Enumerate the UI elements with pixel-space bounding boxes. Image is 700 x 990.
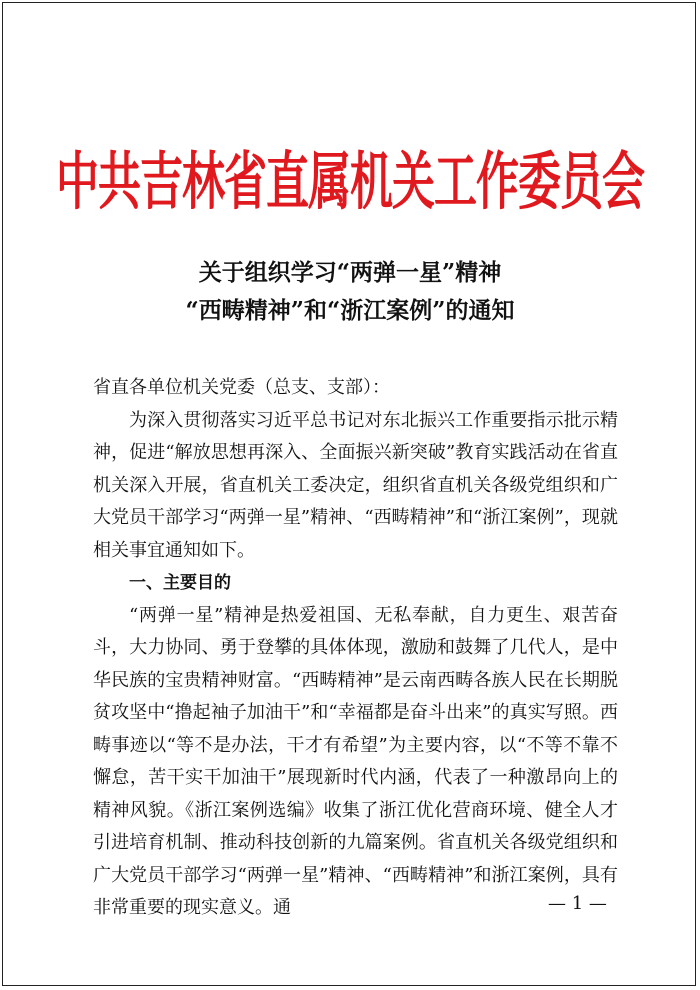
issuer-header: 中共吉林省直属机关工作委员会 xyxy=(56,146,644,220)
salutation: 省直各单位机关党委（总支、支部）： xyxy=(93,377,390,398)
document-title-line-1: 关于组织学习“两弹一星”精神 xyxy=(198,259,502,286)
document-title-line-2: “西畴精神”和“浙江案例”的通知 xyxy=(185,297,515,324)
paragraph: “两弹一星”精神是热爱祖国、无私奉献，自力更生、艰苦奋斗，大力协同、勇于登攀的具体体现，激励和鼓舞了几代人，是中华民族的宝贵精神财富。“西畴精神”是云南西畴各族人民在长期脱贫攻坚中“撸起袖子加油干”和“幸福都是奋斗出来”的真实写照。西畴事迹以“等不是办法，干才有希望”为主要内容，以“不等不靠不懈怠，苦干实干加油干”展现新时代内涵，代表了一种激昂向上的精神风貌。《浙江案例选编》收集了浙江优化营商环境、健全人才引进培育机制、推动科技创新的九篇案例。省直机关各级党组织和广大党员干部学习“两弹一星”精神、“西畴精神”和浙江案例，具有非常重要的现实意义。通 xyxy=(93,604,618,918)
document-body xyxy=(93,372,618,925)
page-number: — 1 — xyxy=(548,893,607,914)
paragraph: 为深入贯彻落实习近平总书记对东北振兴工作重要指示批示精神，促进“解放思想再深入、全面振兴新突破”教育实践活动在省直机关深入开展，省直机关工委决定，组织省直机关各级党组织和广大党员干部学习“两弹一星”精神、“西畴精神”和“浙江案例”，现就相关事宜通知如下。 xyxy=(93,409,618,561)
section-heading: 一、主要目的 xyxy=(129,573,231,593)
